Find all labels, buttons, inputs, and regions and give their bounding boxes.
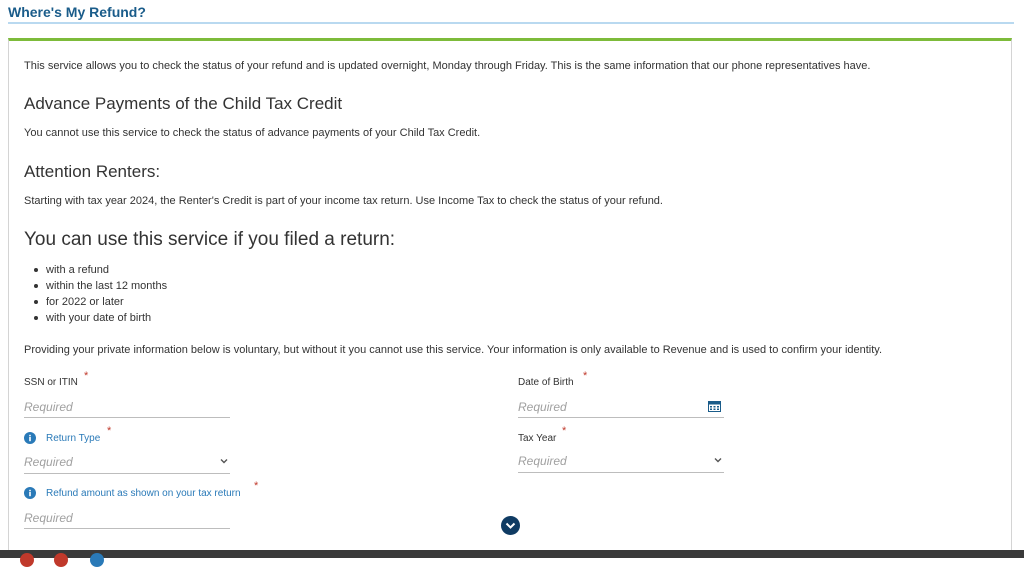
chevron-down-icon xyxy=(501,516,520,535)
taskbar-app-icon[interactable] xyxy=(54,553,68,567)
list-item: for 2022 or later xyxy=(24,294,167,310)
required-marker: * xyxy=(84,370,89,382)
calendar-icon[interactable] xyxy=(708,399,722,412)
taskbar xyxy=(0,550,1024,558)
renters-heading: Attention Renters: xyxy=(24,162,161,181)
list-item: with a refund xyxy=(24,262,167,278)
page-title: Where's My Refund? xyxy=(8,4,146,20)
tax-year-value: Required xyxy=(518,454,567,468)
advance-payments-heading: Advance Payments of the Child Tax Credit xyxy=(24,94,343,113)
title-divider xyxy=(8,22,1014,24)
scroll-down-button[interactable] xyxy=(501,516,520,535)
refund-amount-input[interactable] xyxy=(24,508,230,529)
return-type-value: Required xyxy=(24,455,73,469)
return-type-select[interactable] xyxy=(24,452,230,474)
required-marker: * xyxy=(583,370,588,382)
chevron-down-icon xyxy=(714,456,722,464)
privacy-text: Providing your private information below is voluntary, but without it you cannot use this service. Your information is only available to Revenue and is used to confirm your identity. xyxy=(24,344,883,356)
taskbar-app-icon[interactable] xyxy=(90,553,104,567)
advance-payments-text: You cannot use this service to check the status of advance payments of your Child Tax Credit. xyxy=(24,127,481,139)
refund-amount-label[interactable]: Refund amount as shown on your tax return xyxy=(46,488,241,499)
list-item: with your date of birth xyxy=(24,310,167,326)
info-icon[interactable] xyxy=(24,487,36,499)
intro-text: This service allows you to check the status of your refund and is updated overnight, Monday through Friday. This is the same information that our phone representatives have. xyxy=(24,60,871,72)
eligibility-list xyxy=(24,262,167,326)
ssn-input[interactable] xyxy=(24,397,230,418)
renters-text: Starting with tax year 2024, the Renter's Credit is part of your income tax return. Use Income Tax to check the status of your refund. xyxy=(24,195,663,207)
required-marker: * xyxy=(107,425,112,437)
required-marker: * xyxy=(562,425,567,437)
return-type-label[interactable]: Return Type xyxy=(46,433,101,444)
dob-input[interactable] xyxy=(518,397,724,418)
ssn-label: SSN or ITIN xyxy=(24,377,78,388)
tax-year-label: Tax Year xyxy=(518,433,557,444)
taskbar-app-icon[interactable] xyxy=(20,553,34,567)
dob-label: Date of Birth xyxy=(518,377,574,388)
chevron-down-icon xyxy=(220,457,228,465)
list-item: within the last 12 months xyxy=(24,278,167,294)
eligibility-heading: You can use this service if you filed a return: xyxy=(24,229,396,250)
tax-year-select[interactable] xyxy=(518,451,724,473)
required-marker: * xyxy=(254,480,259,492)
info-icon[interactable] xyxy=(24,432,36,444)
